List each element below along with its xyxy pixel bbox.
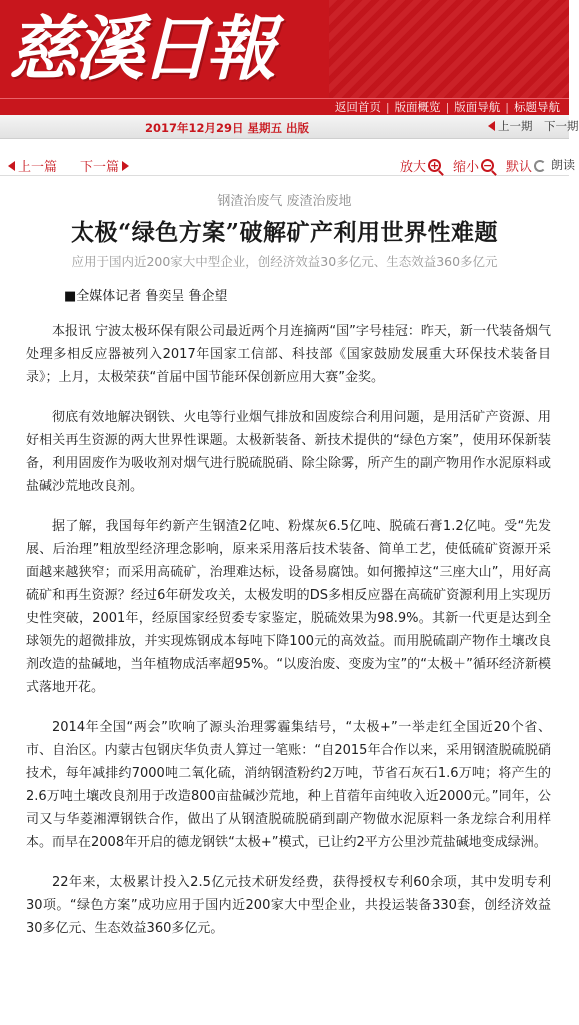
nav-separator: |: [445, 100, 450, 114]
date-bar: [0, 115, 579, 139]
article-paragraph: 据了解，我国每年约新产生钢渣2亿吨、粉煤灰6.5亿吨、脱硫石膏1.2亿吨。受“先发展、后治理”粗放型经济理念影响，原来采用落后技术装备、简单工艺，使低硫矿资源开采面越来越狭窄；而采用高硫矿，治理难达标，设备易腐蚀。如何搬掉这“三座大山”，用好高硫矿和再生资源？经过6年研发攻关，太极发明的DS多相反应器在高硫矿资源利用上实现历史性突破，2001年，经原国家经贸委专家鉴定，脱硫效果为98.9%。其新一代更是达到全球领先的超微排放，并实现炼钢成本每吨下降100元的高效益。而用脱硫副产物作土壤改良剂改造的盐碱地，当年植物成活率超95%。“以废治废、变废为宝”的“太极＋”循环经济新模式落地开花。: [26, 519, 551, 695]
article-toolbar: [0, 150, 576, 176]
issue-date: 2017年12月29日 星期五 出版: [145, 121, 310, 135]
nav-page-overview-link[interactable]: 版面概览: [394, 99, 441, 114]
nav-page-navigation-link[interactable]: 版面导航: [454, 99, 501, 114]
zoom-out-label: 缩小: [453, 160, 480, 175]
reset-icon: [534, 160, 546, 172]
nav-home-link[interactable]: 返回首页: [334, 99, 381, 114]
article-body: [26, 320, 551, 957]
masthead-decoration: [329, 0, 569, 98]
article-headline: 太极“绿色方案”破解矿产利用世界性难题: [71, 219, 498, 246]
newspaper-logo[interactable]: 慈溪日報: [8, 7, 272, 90]
nav-separator: |: [385, 100, 390, 114]
article-paragraph: 2014年全国“两会”吹响了源头治理雾霾集结号，“太极+”一举走红全国近20个省、市、自治区。内蒙古包钢庆华负责人算过一笔账：“自2015年合作以来，采用钢渣脱硫脱硝技术，每年减排约7000吨二氧化硫，消纳钢渣粉约2万吨，节省石灰石1.6万吨；将产生的2.6万吨土壤改良剂用于改造800亩盐碱沙荒地，种上苜蓿年亩纯收入近2000元。”同年，公司又与华菱湘潭钢铁合作，做出了从钢渣脱硫脱硝到副产物做水泥原料一条龙综合利用样本。而早在2008年开启的德龙钢铁“太极+”模式，已让约2平方公里沙荒盐碱地变成绿洲。: [26, 720, 551, 850]
next-article-label: 下一篇: [80, 160, 120, 175]
zoom-tools: [400, 156, 552, 175]
read-aloud-button[interactable]: 朗读: [551, 158, 576, 172]
article-byline: ■全媒体记者 鲁奕呈 鲁企望: [64, 289, 228, 304]
prev-issue-label: 上一期: [498, 119, 533, 133]
arrow-right-icon: [122, 161, 129, 171]
prev-article-label: 上一篇: [18, 160, 58, 175]
next-article-link[interactable]: [80, 156, 129, 175]
top-nav: [0, 98, 569, 115]
zoom-reset-button[interactable]: [506, 156, 546, 175]
article-subtitle: 应用于国内近200家大中型企业，创经济效益30多亿元、生态效益360多亿元: [71, 254, 498, 269]
nav-title-navigation-link[interactable]: 标题导航: [514, 99, 560, 114]
article-paragraph: 本报讯 宁波太极环保有限公司最近两个月连摘两“国”字号桂冠：昨天，新一代装备烟气处理多相反应器被列入2017年国家工信部、科技部《国家鼓励发展重大环保技术装备目录》；上月，太极荣获“首届中国节能环保创新应用大赛”金奖。: [26, 324, 551, 385]
arrow-left-icon: [8, 161, 15, 171]
zoom-out-icon: −: [483, 159, 493, 172]
zoom-out-button[interactable]: [453, 156, 494, 175]
zoom-in-icon: +: [430, 159, 440, 172]
zoom-in-button[interactable]: [400, 156, 441, 175]
zoom-reset-label: 默认: [506, 160, 533, 175]
article-kicker: 钢渣治废气 废渣治废地: [217, 194, 352, 209]
next-issue-link[interactable]: [544, 118, 579, 134]
article-paragraph: 彻底有效地解决钢铁、火电等行业烟气排放和固废综合利用问题，是用活矿产资源、用好相关再生资源的两大世界性课题。太极新装备、新技术提供的“绿色方案”，使用环保新装备，利用固废作为吸收剂对烟气进行脱硫脱硝、除尘除雾，所产生的副产物用作水泥原料或盐碱沙荒地改良剂。: [26, 410, 551, 494]
masthead: [0, 0, 569, 98]
prev-article-link[interactable]: [8, 156, 57, 175]
arrow-left-icon: [488, 121, 495, 131]
zoom-in-label: 放大: [400, 160, 427, 175]
prev-issue-link[interactable]: [488, 118, 533, 134]
next-issue-label: 下一期: [544, 119, 579, 133]
article-paragraph: 22年来，太极累计投入2.5亿元技术研发经费，获得授权专利60余项，其中发明专利30项。“绿色方案”成功应用于国内近200家大中型企业，共投运装备330套，创经济效益30多亿元、生态效益360多亿元。: [26, 875, 551, 936]
nav-separator: |: [505, 100, 509, 114]
